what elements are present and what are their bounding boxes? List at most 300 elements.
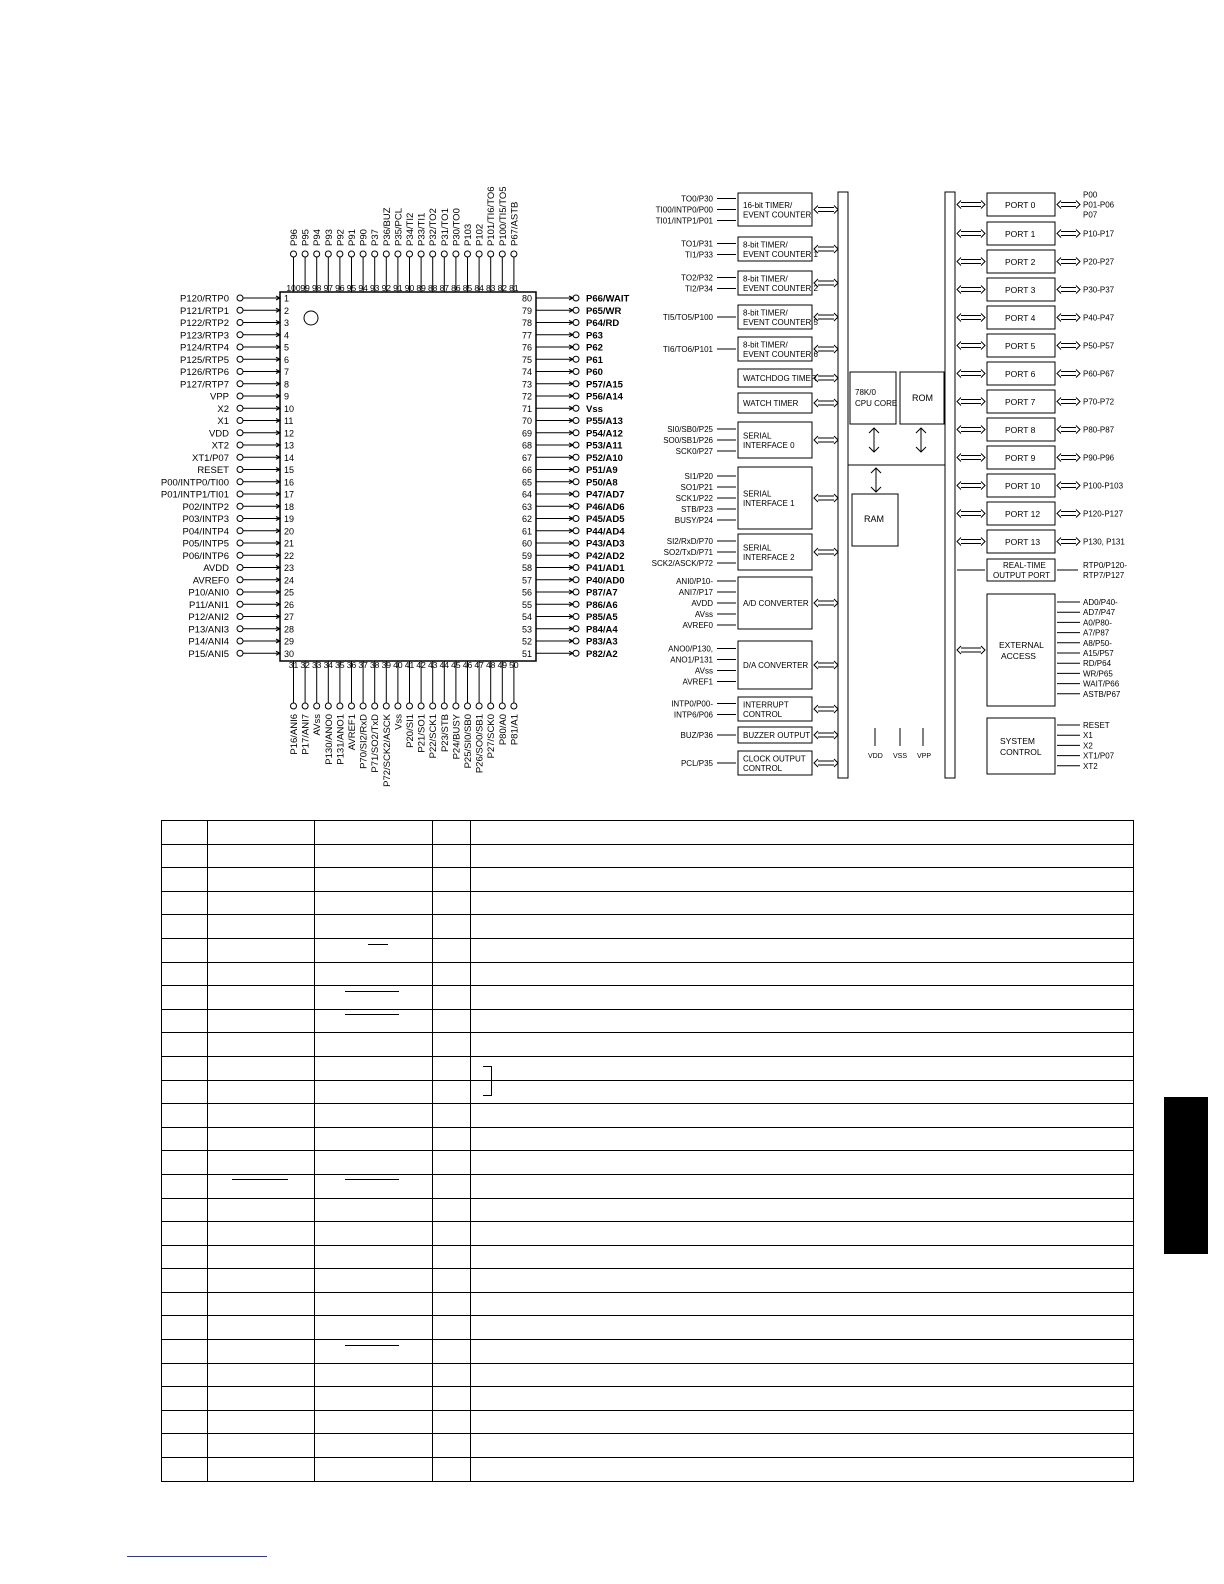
blocks bbox=[652, 191, 1128, 776]
pin-label-left: P05/INTP5 bbox=[182, 538, 229, 550]
port-signal: P130, P131 bbox=[1083, 537, 1125, 547]
pin-label-left: P121/RTP1 bbox=[180, 305, 229, 317]
pin-label-top: P36/BUZ bbox=[381, 207, 393, 246]
block-label: INTERFACE 0 bbox=[743, 440, 795, 450]
table-cell bbox=[208, 821, 315, 845]
bidirectional-arrow-icon bbox=[1057, 370, 1080, 378]
signal-label: BUZ/P36 bbox=[680, 731, 713, 740]
cpu-core-box bbox=[850, 372, 896, 424]
port-signal: P01-P06 bbox=[1083, 200, 1115, 210]
bidirectional-arrow-icon bbox=[1057, 454, 1080, 462]
table-cell bbox=[208, 1410, 315, 1434]
pin-number: 22 bbox=[284, 550, 295, 561]
table-cell bbox=[208, 1269, 315, 1293]
block-label: 8-bit TIMER/ bbox=[743, 240, 788, 250]
table-cell bbox=[433, 868, 471, 892]
table-cell bbox=[315, 986, 433, 1010]
bidirectional-arrow-icon bbox=[1057, 201, 1080, 209]
signal-label: PCL/P35 bbox=[680, 759, 713, 768]
table-cell bbox=[433, 1127, 471, 1151]
pin-number: 45 bbox=[451, 660, 461, 670]
footer-link-underline[interactable] bbox=[127, 1556, 267, 1557]
table-cell bbox=[315, 1340, 433, 1364]
table-cell bbox=[471, 1104, 1134, 1128]
pin-number: 30 bbox=[284, 648, 295, 659]
cpu-core-label-1: 78K/0 bbox=[855, 388, 876, 397]
port-signal: P60-P67 bbox=[1083, 369, 1115, 379]
system-control-signal: XT2 bbox=[1083, 761, 1098, 771]
vdd-label: VDD bbox=[868, 753, 883, 760]
pin-label-bottom: P20/SI1 bbox=[405, 714, 416, 748]
table-cell bbox=[208, 1033, 315, 1057]
pin-number: 96 bbox=[335, 283, 345, 293]
pin-label-left: X1 bbox=[217, 416, 229, 427]
pin-number: 51 bbox=[521, 648, 532, 659]
pin-number: 63 bbox=[521, 501, 532, 512]
pin-number: 65 bbox=[521, 477, 532, 488]
table-cell bbox=[162, 891, 208, 915]
table-cell bbox=[433, 986, 471, 1010]
table-row bbox=[162, 1080, 1134, 1104]
pin-label-right: P42/AD2 bbox=[586, 550, 625, 562]
table-row bbox=[162, 1292, 1134, 1316]
external-access-signal: A7/P87 bbox=[1083, 628, 1110, 638]
pin-number: 49 bbox=[497, 660, 508, 670]
pin-label-right: P53/A11 bbox=[586, 440, 623, 452]
pin-number: 19 bbox=[284, 514, 295, 524]
table-cell bbox=[315, 868, 433, 892]
port-label: PORT 10 bbox=[1005, 481, 1041, 491]
bidirectional-arrow-icon bbox=[957, 510, 985, 518]
bidirectional-arrow-icon bbox=[957, 342, 985, 350]
signal-label: SI0/SB0/P25 bbox=[667, 425, 713, 434]
table-cell bbox=[162, 915, 208, 939]
pin-number: 27 bbox=[284, 612, 295, 622]
table-cell bbox=[208, 1222, 315, 1246]
table-cell bbox=[162, 962, 208, 986]
pin-number: 34 bbox=[323, 660, 334, 670]
bidirectional-arrow-icon bbox=[957, 398, 985, 406]
bidirectional-arrow-icon bbox=[1057, 426, 1080, 434]
table-cell bbox=[471, 1174, 1134, 1198]
bidirectional-arrow-icon bbox=[957, 201, 985, 209]
table-cell bbox=[315, 844, 433, 868]
pin-label-right: P66/WAIT bbox=[586, 293, 630, 305]
table-cell bbox=[162, 1104, 208, 1128]
table-cell bbox=[208, 868, 315, 892]
signal-label: AVREF1 bbox=[682, 677, 713, 687]
port-label: PORT 4 bbox=[1005, 313, 1036, 323]
pin-number: 50 bbox=[509, 660, 519, 670]
table-cell bbox=[433, 1151, 471, 1175]
pin-label-top: P67/ASTB bbox=[509, 201, 521, 246]
pin-label-left: P124/RTP4 bbox=[180, 342, 229, 354]
pin-label-right: P47/AD7 bbox=[586, 489, 625, 501]
rom-label: ROM bbox=[912, 393, 933, 403]
table-row bbox=[162, 1410, 1134, 1434]
pin-number: 42 bbox=[416, 660, 426, 670]
table-row bbox=[162, 868, 1134, 892]
pin-number: 14 bbox=[284, 452, 295, 463]
bidirectional-arrow-icon bbox=[814, 705, 838, 713]
table-cell bbox=[315, 915, 433, 939]
pin-number: 48 bbox=[485, 660, 496, 670]
signal-label: AVDD bbox=[691, 599, 713, 608]
port-signal: P20-P27 bbox=[1083, 257, 1115, 267]
table-cell bbox=[315, 1033, 433, 1057]
table-cell bbox=[208, 938, 315, 962]
pin-number: 100 bbox=[286, 283, 301, 293]
pin-label-top: P96 bbox=[289, 229, 300, 246]
table-cell bbox=[162, 1056, 208, 1080]
table-cell bbox=[433, 1245, 471, 1269]
table-row bbox=[162, 986, 1134, 1010]
external-access-label: EXTERNAL bbox=[999, 640, 1044, 650]
bidirectional-arrow-icon bbox=[814, 399, 838, 407]
bidirectional-arrow-icon bbox=[957, 482, 985, 490]
pin-label-bottom: P72/SCK2/ASCK bbox=[381, 714, 393, 787]
bidirectional-arrow-icon bbox=[1057, 230, 1080, 238]
signal-label: SCK0/P27 bbox=[675, 447, 713, 456]
pin-label-left: AVREF0 bbox=[192, 575, 229, 587]
table-cell bbox=[471, 1292, 1134, 1316]
bidirectional-arrow-icon bbox=[814, 206, 838, 214]
port-signal: P70-P72 bbox=[1083, 397, 1115, 407]
table-cell bbox=[208, 1174, 315, 1198]
external-access-signal: AD0/P40- bbox=[1083, 598, 1118, 607]
pin-number: 92 bbox=[381, 283, 392, 293]
table-cell bbox=[315, 1080, 433, 1104]
bidirectional-arrow-icon bbox=[1057, 342, 1080, 350]
pin-label-left: P127/RTP7 bbox=[180, 379, 229, 391]
table-cell bbox=[471, 1410, 1134, 1434]
port-signal: P00 bbox=[1083, 190, 1098, 200]
table-cell bbox=[433, 1009, 471, 1033]
pin-label-top: P32/TO2 bbox=[428, 208, 440, 246]
block-label: 8-bit TIMER/ bbox=[743, 274, 788, 284]
pin-number: 61 bbox=[521, 526, 532, 537]
table-cell bbox=[162, 1458, 208, 1482]
rtp-signal: RTP7/P127 bbox=[1083, 571, 1125, 580]
pin-label-right: P82/A2 bbox=[586, 648, 618, 660]
pin-number: 94 bbox=[358, 283, 368, 293]
pin-label-bottom: P80/A0 bbox=[497, 714, 509, 746]
table-cell bbox=[162, 1269, 208, 1293]
table-row bbox=[162, 962, 1134, 986]
pin-label-bottom: P131/ANO1 bbox=[335, 714, 347, 765]
block-label: A/D CONVERTER bbox=[743, 599, 809, 608]
table-cell bbox=[471, 1198, 1134, 1222]
pin-label-top: P100/TI5/TO5 bbox=[497, 186, 509, 246]
table-row bbox=[162, 1104, 1134, 1128]
table-cell bbox=[162, 1080, 208, 1104]
table-cell bbox=[471, 915, 1134, 939]
pin-number: 46 bbox=[462, 660, 473, 670]
bidirectional-arrow-icon bbox=[1057, 398, 1080, 406]
port-signal: P07 bbox=[1083, 210, 1098, 220]
pin-label-right: P57/A15 bbox=[586, 379, 623, 391]
pin-label-top: P35/PCL bbox=[393, 207, 405, 246]
bidirectional-arrow-icon bbox=[1057, 286, 1080, 294]
signal-label: TO1/P31 bbox=[681, 239, 713, 249]
pin-label-bottom: P26/SO0/SB1 bbox=[474, 714, 486, 774]
pin-number: 84 bbox=[474, 283, 484, 293]
pin-number: 62 bbox=[521, 514, 532, 524]
table-cell bbox=[471, 1269, 1134, 1293]
signal-label: SI2/RxD/P70 bbox=[666, 537, 713, 546]
pin-label-top: P30/TO0 bbox=[451, 208, 463, 246]
table-row bbox=[162, 1245, 1134, 1269]
signal-label: AVss bbox=[694, 666, 713, 676]
table-cell bbox=[433, 1174, 471, 1198]
table-cell bbox=[471, 1151, 1134, 1175]
table-row bbox=[162, 1222, 1134, 1246]
pin-number: 85 bbox=[462, 283, 473, 293]
bidirectional-arrow-icon bbox=[957, 370, 985, 378]
pin-label-right: P84/A4 bbox=[586, 624, 618, 636]
pin-label-left: P125/RTP5 bbox=[180, 354, 229, 366]
pin-number: 31 bbox=[288, 660, 299, 670]
table-cell bbox=[315, 1316, 433, 1340]
pin-number: 9 bbox=[284, 391, 290, 402]
block-label: SERIAL bbox=[743, 489, 772, 499]
pin-label-bottom: P23/STB bbox=[439, 714, 451, 753]
table-cell bbox=[471, 1458, 1134, 1482]
block-label: D/A CONVERTER bbox=[743, 661, 809, 670]
pin-number: 97 bbox=[323, 283, 334, 293]
pin-number: 93 bbox=[369, 283, 380, 293]
table-cell bbox=[471, 868, 1134, 892]
overline-mark bbox=[345, 1014, 399, 1015]
signal-label: ANO1/P131 bbox=[670, 655, 713, 665]
table-cell bbox=[315, 821, 433, 845]
table-cell bbox=[471, 1033, 1134, 1057]
rtp-label: REAL-TIME bbox=[1003, 561, 1046, 570]
signal-label: SO2/TxD/P71 bbox=[663, 548, 713, 557]
bidirectional-arrow-icon bbox=[814, 374, 838, 382]
table-cell bbox=[471, 938, 1134, 962]
signal-label: TO0/P30 bbox=[681, 194, 713, 204]
signal-label: ANI0/P10- bbox=[676, 577, 713, 586]
pin-label-bottom: P16/ANI6 bbox=[289, 714, 300, 755]
signal-label: INTP0/P00- bbox=[671, 699, 713, 709]
table-cell bbox=[208, 1387, 315, 1411]
block-label: SERIAL bbox=[743, 431, 772, 441]
port-label: PORT 1 bbox=[1005, 229, 1036, 239]
block-label: WATCH TIMER bbox=[743, 399, 799, 408]
pin-number: 53 bbox=[521, 624, 532, 635]
external-access-signal: AD7/P47 bbox=[1083, 608, 1116, 618]
block-label: EVENT COUNTER bbox=[743, 210, 812, 220]
vss-label: VSS bbox=[893, 753, 908, 760]
pin-label-top: P95 bbox=[300, 229, 312, 246]
table-cell bbox=[162, 986, 208, 1010]
pin-number: 37 bbox=[358, 660, 368, 670]
table-cell bbox=[471, 1434, 1134, 1458]
overline-mark bbox=[368, 944, 388, 945]
pin-number: 64 bbox=[521, 489, 532, 500]
table-cell bbox=[433, 1363, 471, 1387]
pin-number: 70 bbox=[521, 416, 532, 426]
signal-label: TI2/P34 bbox=[684, 284, 713, 294]
table-cell bbox=[315, 1410, 433, 1434]
pin-number: 89 bbox=[416, 283, 426, 293]
signal-label: AVREF0 bbox=[682, 621, 713, 630]
table-cell bbox=[315, 1458, 433, 1482]
pin-number: 25 bbox=[284, 587, 295, 598]
pin-number: 54 bbox=[521, 612, 532, 622]
block-label: INTERFACE 1 bbox=[743, 498, 795, 508]
pin-number: 91 bbox=[393, 283, 403, 293]
signal-label: TO2/P32 bbox=[681, 273, 713, 283]
pin-number: 21 bbox=[284, 538, 295, 549]
pin-number: 73 bbox=[521, 379, 532, 390]
signal-label: BUSY/P24 bbox=[674, 516, 713, 525]
pin-label-bottom: P71/SO2/TxD bbox=[370, 714, 382, 773]
pin-number: 75 bbox=[521, 354, 532, 365]
table-row bbox=[162, 1387, 1134, 1411]
pin-label-bottom: Vss bbox=[393, 714, 405, 730]
external-access-box bbox=[987, 594, 1055, 706]
block-label: WATCHDOG TIMER bbox=[743, 374, 817, 383]
port-label: PORT 7 bbox=[1005, 397, 1036, 407]
pin-label-right: P62 bbox=[586, 342, 603, 354]
block-label: CONTROL bbox=[743, 709, 783, 719]
table-cell bbox=[315, 1387, 433, 1411]
power-pins bbox=[875, 728, 923, 746]
pin-number: 72 bbox=[521, 391, 532, 402]
bidirectional-arrow-icon bbox=[814, 661, 838, 669]
bidirectional-arrow-icon bbox=[957, 646, 985, 654]
pin-number: 74 bbox=[521, 367, 532, 377]
bidirectional-arrow-icon bbox=[1057, 510, 1080, 518]
bidirectional-arrow-icon bbox=[814, 436, 838, 444]
pin-number: 20 bbox=[284, 526, 295, 537]
external-access-signal: WR/P65 bbox=[1083, 669, 1113, 679]
table-row bbox=[162, 1434, 1134, 1458]
pin-label-bottom: P17/ANI7 bbox=[300, 714, 312, 755]
pin-label-right: P83/A3 bbox=[586, 636, 618, 648]
table-cell bbox=[162, 1363, 208, 1387]
signal-label: TI6/TO6/P101 bbox=[662, 345, 713, 354]
table-row bbox=[162, 1127, 1134, 1151]
table-cell bbox=[433, 1056, 471, 1080]
pin-number: 13 bbox=[284, 440, 295, 451]
pin-label-right: P60 bbox=[586, 367, 603, 378]
pin-label-right: P51/A9 bbox=[586, 465, 618, 476]
bidirectional-arrow-icon bbox=[814, 599, 838, 607]
external-access-signal: A0/P80- bbox=[1083, 618, 1112, 628]
system-control-signal: RESET bbox=[1083, 721, 1110, 730]
signal-label: SO0/SB1/P26 bbox=[663, 436, 713, 445]
pin-number: 41 bbox=[404, 660, 415, 670]
table-cell bbox=[162, 1174, 208, 1198]
signal-label: SI1/P20 bbox=[684, 472, 713, 481]
pin-label-right: P65/WR bbox=[586, 305, 622, 317]
pin-number: 1 bbox=[284, 293, 290, 304]
pin-label-bottom: P24/BUSY bbox=[451, 714, 463, 760]
signal-label: AVss bbox=[694, 610, 713, 619]
table-row bbox=[162, 1363, 1134, 1387]
pin-number: 57 bbox=[521, 575, 532, 586]
pin-number: 43 bbox=[427, 660, 438, 670]
pin-label-left: RESET bbox=[197, 465, 229, 476]
pin-number: 11 bbox=[284, 416, 294, 426]
table-cell bbox=[471, 1340, 1134, 1364]
pin-number: 47 bbox=[474, 660, 484, 670]
table-cell bbox=[315, 1269, 433, 1293]
table-cell bbox=[208, 844, 315, 868]
pin-number: 7 bbox=[284, 367, 290, 377]
table-cell bbox=[162, 1292, 208, 1316]
external-access-signal: RD/P64 bbox=[1083, 659, 1112, 669]
block-label: BUZZER OUTPUT bbox=[743, 731, 811, 740]
pin-number: 6 bbox=[284, 354, 290, 365]
table-cell bbox=[162, 1434, 208, 1458]
rtp-signal: RTP0/P120- bbox=[1083, 561, 1127, 570]
table-row bbox=[162, 1340, 1134, 1364]
table-cell bbox=[433, 1222, 471, 1246]
pin-number: 99 bbox=[300, 283, 310, 293]
table-cell bbox=[208, 1080, 315, 1104]
pin-number: 33 bbox=[311, 660, 322, 670]
bidirectional-arrow-icon bbox=[957, 286, 985, 294]
pin-label-top: P37 bbox=[370, 229, 382, 246]
table-cell bbox=[162, 868, 208, 892]
port-label: PORT 2 bbox=[1005, 257, 1036, 267]
pin-label-right: P56/A14 bbox=[586, 391, 623, 403]
internal-bus bbox=[838, 192, 955, 778]
table-cell bbox=[433, 1434, 471, 1458]
bidirectional-arrow-icon bbox=[957, 314, 985, 322]
block-label: INTERFACE 2 bbox=[743, 552, 795, 562]
port-signal: P90-P96 bbox=[1083, 453, 1115, 463]
pin-number: 17 bbox=[284, 489, 295, 500]
table-row bbox=[162, 1056, 1134, 1080]
pin-number: 12 bbox=[284, 428, 295, 439]
pin-label-top: P90 bbox=[358, 229, 370, 246]
bidirectional-arrow-icon bbox=[1057, 482, 1080, 490]
port-signal: P100-P103 bbox=[1083, 481, 1124, 491]
pin-label-bottom: P130/ANO0 bbox=[323, 714, 335, 765]
bidirectional-arrow-icon bbox=[1057, 538, 1080, 546]
overline-mark bbox=[345, 1179, 399, 1180]
table-cell bbox=[208, 1127, 315, 1151]
external-access-signal: A15/P57 bbox=[1083, 649, 1114, 658]
signal-label: SCK1/P22 bbox=[675, 494, 713, 503]
table-cell bbox=[471, 962, 1134, 986]
pin-number: 68 bbox=[521, 440, 532, 451]
table-cell bbox=[433, 1198, 471, 1222]
table-cell bbox=[433, 1104, 471, 1128]
port-label: PORT 3 bbox=[1005, 285, 1036, 295]
pin-label-top: P31/TO1 bbox=[439, 208, 451, 246]
pin-number: 26 bbox=[284, 599, 295, 610]
pin-number: 2 bbox=[284, 305, 290, 316]
table-cell bbox=[433, 1410, 471, 1434]
pin-label-top: P92 bbox=[335, 229, 347, 246]
pin-label-left: P120/RTP0 bbox=[180, 293, 229, 305]
table-cell bbox=[208, 1245, 315, 1269]
pin-label-top: P103 bbox=[463, 223, 474, 246]
pin-number: 52 bbox=[521, 636, 532, 647]
table-cell bbox=[433, 1292, 471, 1316]
external-access-signal: WAIT/P66 bbox=[1083, 679, 1120, 689]
pin-label-right: P64/RD bbox=[586, 318, 620, 329]
signal-label: TI1/P33 bbox=[684, 250, 713, 260]
pin-label-right: P46/AD6 bbox=[586, 501, 625, 513]
pin-label-right: P85/A5 bbox=[586, 612, 618, 623]
